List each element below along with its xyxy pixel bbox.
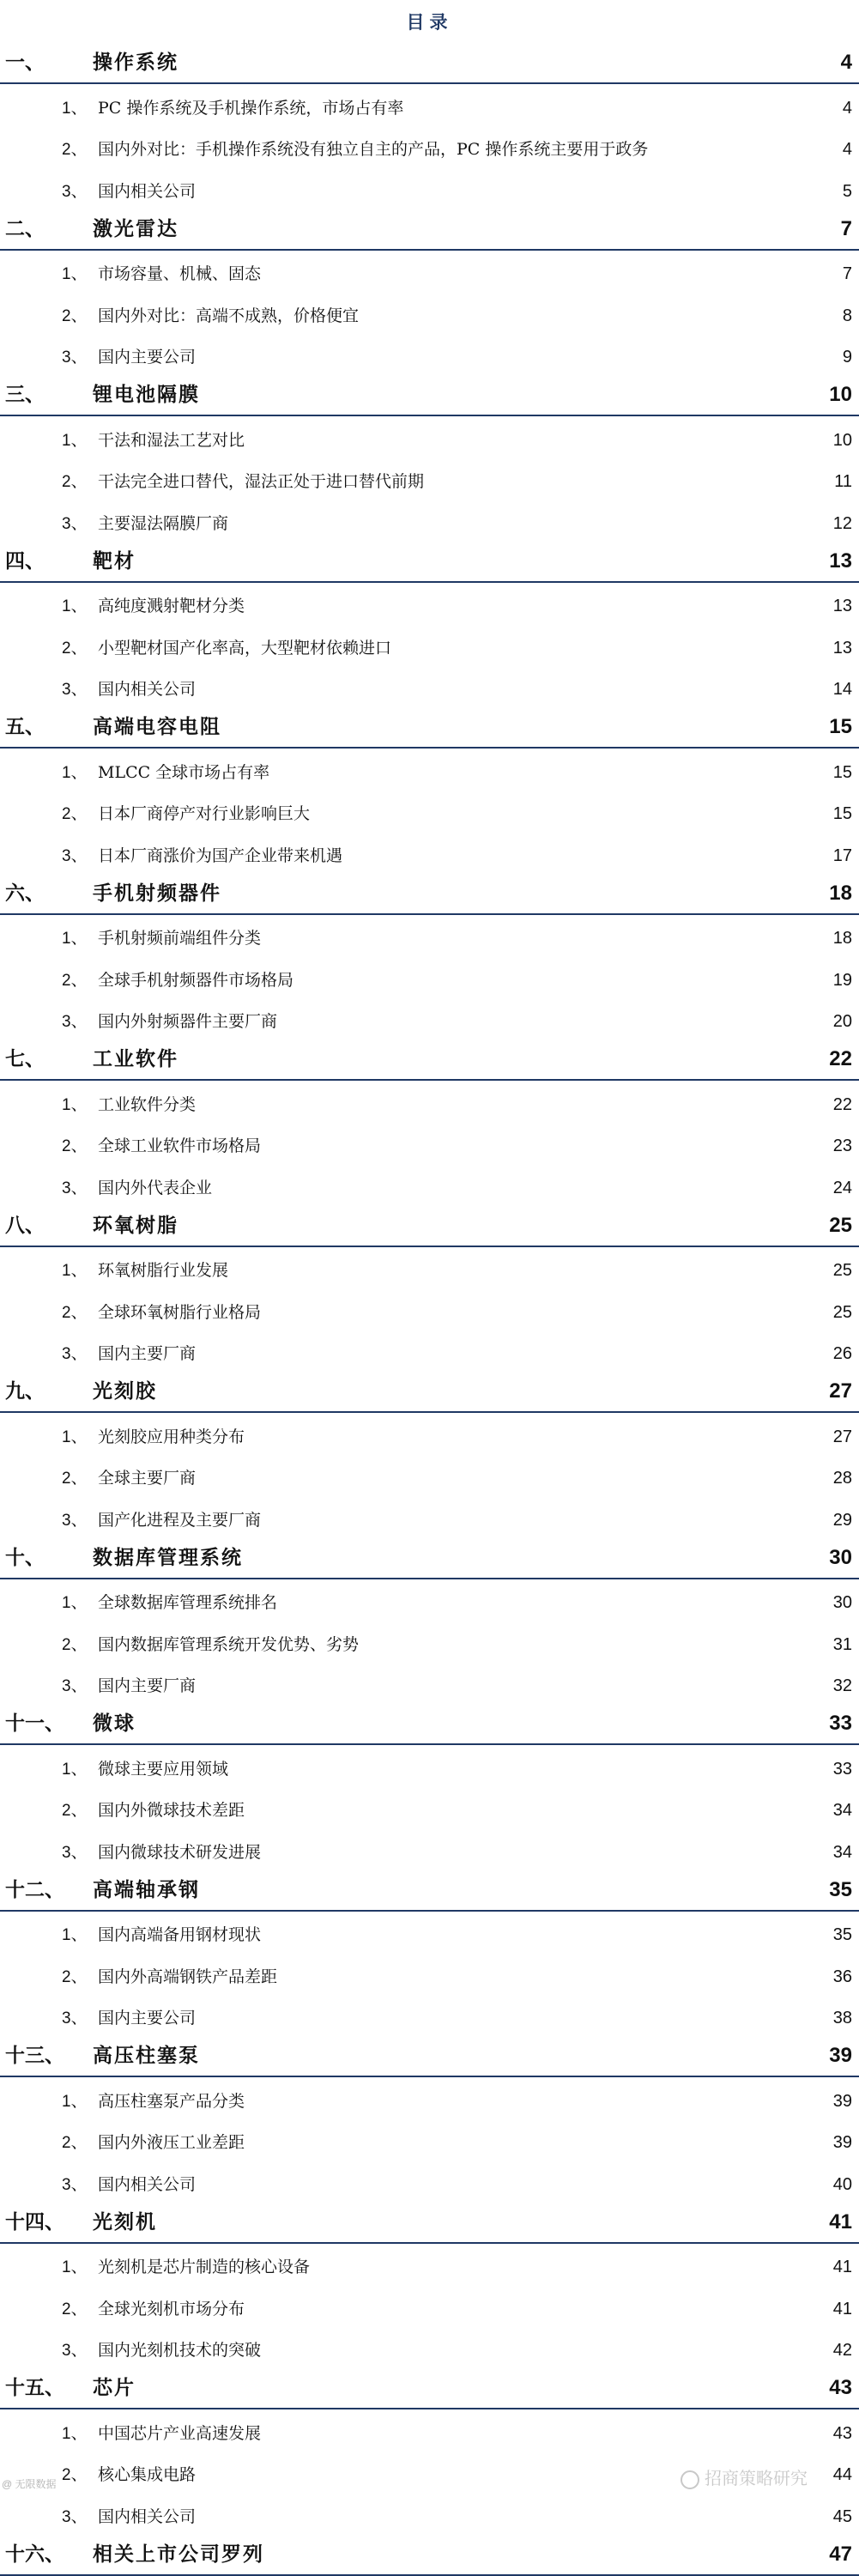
section-title: 环氧树脂 xyxy=(93,1213,178,1237)
subsection-page-number: 4 xyxy=(842,98,852,118)
toc-section xyxy=(0,1372,859,1538)
section-number: 十五、 xyxy=(5,2376,64,2399)
section-number: 十四、 xyxy=(5,2209,64,2234)
subsection-number: 3、 xyxy=(62,2342,88,2360)
toc-subsection[interactable] xyxy=(0,2327,859,2369)
subsection-number: 3、 xyxy=(62,2175,88,2194)
subsection-page-number: 42 xyxy=(832,2341,852,2360)
toc-subsection[interactable] xyxy=(0,1912,859,1954)
subsection-page-number: 22 xyxy=(832,1094,852,1114)
subsection-number: 2、 xyxy=(62,1137,88,1155)
subsection-page-number: 23 xyxy=(832,1136,852,1155)
toc-section-heading[interactable] xyxy=(0,1039,859,1081)
subsection-title: 国内相关公司 xyxy=(98,2174,197,2194)
subsection-page-number: 25 xyxy=(832,1302,852,1322)
subsection-number: 3、 xyxy=(62,846,88,865)
subsection-number: 2、 xyxy=(62,805,88,823)
section-title: 光刻机 xyxy=(93,2209,157,2234)
subsection-title: 全球数据库管理系统排名 xyxy=(98,1593,278,1612)
toc-subsection[interactable] xyxy=(0,2285,859,2327)
subsection-title: 全球工业软件市场格局 xyxy=(98,1136,262,1155)
section-number: 九、 xyxy=(5,1379,45,1403)
section-page-number: 43 xyxy=(829,2376,852,2399)
subsection-number: 2、 xyxy=(62,639,88,658)
subsection-page-number: 17 xyxy=(832,846,852,865)
toc-section xyxy=(0,2368,859,2535)
wechat-icon xyxy=(681,2470,699,2489)
subsection-number: 2、 xyxy=(62,2300,88,2318)
subsection-page-number: 15 xyxy=(832,762,852,782)
section-page-number: 10 xyxy=(829,383,852,406)
toc-subsection[interactable] xyxy=(0,2161,859,2203)
subsection-page-number: 40 xyxy=(832,2174,852,2194)
subsection-number: 3、 xyxy=(62,1511,88,1530)
subsection-title: 干法和湿法工艺对比 xyxy=(98,430,245,450)
subsection-page-number: 41 xyxy=(832,2258,852,2276)
subsection-title: 国内主要厂商 xyxy=(98,1676,197,1695)
section-page-number: 33 xyxy=(829,1712,852,1735)
subsection-title: 国内主要公司 xyxy=(98,2009,197,2027)
section-title: 芯片 xyxy=(93,2376,136,2399)
toc-subsection[interactable] xyxy=(0,251,859,293)
subsection-title: 市场容量、机械、固态 xyxy=(98,264,262,283)
toc-section xyxy=(0,1206,859,1373)
toc-subsection[interactable] xyxy=(0,1663,859,1705)
subsection-page-number: 45 xyxy=(832,2506,852,2526)
subsection-number: 1、 xyxy=(62,99,88,118)
toc-subsection[interactable] xyxy=(0,2409,859,2452)
section-page-number: 39 xyxy=(829,2044,852,2067)
subsection-title: 国内外代表企业 xyxy=(98,1178,213,1197)
subsection-page-number: 34 xyxy=(832,1842,852,1862)
toc-subsection[interactable] xyxy=(0,1953,859,1995)
subsection-number: 1、 xyxy=(62,1926,88,1944)
section-number: 十二、 xyxy=(5,1877,64,1901)
section-page-number: 13 xyxy=(829,549,852,573)
toc-subsection[interactable] xyxy=(0,1330,859,1373)
subsection-page-number: 44 xyxy=(832,2465,852,2484)
subsection-page-number: 25 xyxy=(832,1261,852,1280)
subsection-title: 环氧树脂行业发展 xyxy=(98,1261,229,1280)
subsection-page-number: 35 xyxy=(832,1925,852,1944)
section-number: 十三、 xyxy=(5,2044,64,2067)
subsection-number: 1、 xyxy=(62,1095,88,1114)
subsection-number: 3、 xyxy=(62,349,88,367)
toc-section-heading[interactable] xyxy=(0,1206,859,1247)
subsection-title: 全球环氧树脂行业格局 xyxy=(98,1302,262,1322)
subsection-title: 核心集成电路 xyxy=(98,2465,197,2484)
toc-subsection[interactable] xyxy=(0,915,859,957)
toc-section-heading[interactable] xyxy=(0,1704,859,1745)
subsection-page-number: 20 xyxy=(832,1012,852,1031)
toc-section xyxy=(0,874,859,1040)
subsection-page-number: 5 xyxy=(842,181,852,201)
subsection-number: 2、 xyxy=(62,2466,88,2484)
subsection-title: 国内主要厂商 xyxy=(98,1344,197,1363)
toc-section xyxy=(0,43,859,209)
subsection-title: 国内相关公司 xyxy=(98,680,197,699)
subsection-page-number: 10 xyxy=(832,430,852,450)
subsection-number: 1、 xyxy=(62,930,88,948)
subsection-title: 全球主要厂商 xyxy=(98,1469,197,1488)
section-title: 高端轴承钢 xyxy=(93,1877,200,1901)
toc-subsection[interactable] xyxy=(0,84,859,126)
subsection-number: 1、 xyxy=(62,2258,88,2276)
subsection-page-number: 26 xyxy=(832,1344,852,1363)
subsection-page-number: 33 xyxy=(832,1759,852,1779)
subsection-page-number: 12 xyxy=(832,513,852,533)
section-page-number: 47 xyxy=(829,2542,852,2566)
subsection-page-number: 13 xyxy=(832,638,852,658)
subsection-title: 高纯度溅射靶材分类 xyxy=(98,597,245,615)
section-title: 激光雷达 xyxy=(93,216,178,240)
subsection-title: 国内外射频器件主要厂商 xyxy=(98,1012,278,1031)
subsection-number: 3、 xyxy=(62,1013,88,1031)
subsection-page-number: 8 xyxy=(842,306,852,325)
toc-subsection[interactable] xyxy=(0,1081,859,1123)
subsection-page-number: 15 xyxy=(832,804,852,823)
toc-section-heading[interactable] xyxy=(0,1870,859,1912)
section-title: 靶材 xyxy=(93,549,136,573)
toc-section xyxy=(0,2535,859,2576)
toc-section-heading[interactable] xyxy=(0,43,859,84)
subsection-page-number: 13 xyxy=(832,597,852,615)
subsection-page-number: 14 xyxy=(832,680,852,699)
toc-subsection[interactable] xyxy=(0,416,859,458)
subsection-title: 日本厂商停产对行业影响巨大 xyxy=(98,804,311,823)
section-number: 七、 xyxy=(5,1047,45,1070)
section-title: 操作系统 xyxy=(93,51,178,74)
subsection-title: PC 操作系统及手机操作系统，市场占有率 xyxy=(98,98,404,118)
subsection-title: 国内外液压工业差距 xyxy=(98,2133,245,2152)
subsection-title: 国内外高端钢铁产品差距 xyxy=(98,1967,278,1986)
section-title: 高端电容电阻 xyxy=(93,715,221,738)
subsection-number: 3、 xyxy=(62,514,88,533)
toc-subsection[interactable] xyxy=(0,2493,859,2535)
section-page-number: 30 xyxy=(829,1545,852,1569)
subsection-number: 3、 xyxy=(62,182,88,201)
watermark-right xyxy=(681,2464,808,2489)
subsection-number: 1、 xyxy=(62,265,88,283)
section-number: 一、 xyxy=(5,51,45,74)
subsection-title: 国内外对比：手机操作系统没有独立自主的产品，PC 操作系统主要用于政务 xyxy=(98,140,649,159)
subsection-title: 国内外对比：高端不成熟，价格便宜 xyxy=(98,306,360,325)
subsection-title: 国内高端备用钢材现状 xyxy=(98,1925,262,1944)
toc-subsection[interactable] xyxy=(0,583,859,625)
subsection-title: 干法完全进口替代，湿法正处于进口替代前期 xyxy=(98,472,425,491)
toc-section-heading[interactable] xyxy=(0,542,859,583)
section-title: 相关上市公司罗列 xyxy=(93,2542,264,2566)
subsection-page-number: 29 xyxy=(832,1510,852,1530)
toc-list xyxy=(0,43,859,2576)
toc-section-heading[interactable] xyxy=(0,2036,859,2077)
subsection-title: 国内相关公司 xyxy=(98,2506,197,2526)
subsection-number: 1、 xyxy=(62,1760,88,1779)
subsection-title: 国产化进程及主要厂商 xyxy=(98,1510,262,1530)
subsection-page-number: 36 xyxy=(832,1967,852,1986)
toc-subsection[interactable] xyxy=(0,1413,859,1455)
subsection-title: 微球主要应用领域 xyxy=(98,1759,229,1779)
subsection-number: 3、 xyxy=(62,681,88,699)
toc-subsection[interactable] xyxy=(0,1621,859,1663)
subsection-number: 3、 xyxy=(62,2009,88,2027)
subsection-number: 2、 xyxy=(62,971,88,990)
toc-subsection[interactable] xyxy=(0,292,859,334)
section-number: 五、 xyxy=(5,715,45,738)
subsection-number: 2、 xyxy=(62,2134,88,2152)
toc-section-heading[interactable] xyxy=(0,375,859,416)
toc-subsection[interactable] xyxy=(0,1496,859,1538)
toc-subsection[interactable] xyxy=(0,1579,859,1621)
toc-subsection[interactable] xyxy=(0,1995,859,2037)
toc-subsection[interactable] xyxy=(0,624,859,666)
subsection-title: MLCC 全球市场占有率 xyxy=(98,762,270,782)
toc-subsection[interactable] xyxy=(0,1745,859,1787)
toc-section xyxy=(0,707,859,874)
toc-section xyxy=(0,209,859,376)
subsection-title: 中国芯片产业高速发展 xyxy=(98,2423,262,2443)
subsection-number: 3、 xyxy=(62,1843,88,1862)
toc-section xyxy=(0,2036,859,2203)
subsection-page-number: 39 xyxy=(832,2133,852,2152)
subsection-number: 2、 xyxy=(62,1303,88,1322)
section-title: 手机射频器件 xyxy=(93,881,221,905)
toc-title: 目录 xyxy=(406,11,453,33)
toc-section xyxy=(0,2203,859,2369)
subsection-page-number: 34 xyxy=(832,1801,852,1820)
subsection-number: 2、 xyxy=(62,306,88,325)
subsection-title: 工业软件分类 xyxy=(98,1094,197,1114)
toc-section-heading[interactable] xyxy=(0,707,859,749)
section-title: 高压柱塞泵 xyxy=(93,2044,200,2067)
toc-subsection[interactable] xyxy=(0,1828,859,1870)
section-number: 三、 xyxy=(5,383,45,406)
toc-section xyxy=(0,1704,859,1870)
toc-subsection[interactable] xyxy=(0,167,859,209)
subsection-title: 全球光刻机市场分布 xyxy=(98,2299,245,2318)
toc-subsection[interactable] xyxy=(0,458,859,500)
toc-section-heading[interactable] xyxy=(0,2535,859,2576)
subsection-page-number: 9 xyxy=(842,348,852,367)
section-page-number: 7 xyxy=(840,216,852,240)
subsection-number: 2、 xyxy=(62,473,88,491)
toc-subsection[interactable] xyxy=(0,956,859,998)
subsection-number: 1、 xyxy=(62,763,88,782)
section-page-number: 18 xyxy=(829,881,852,905)
subsection-number: 3、 xyxy=(62,1179,88,1197)
toc-section-heading[interactable] xyxy=(0,874,859,915)
subsection-page-number: 31 xyxy=(832,1634,852,1654)
subsection-title: 国内微球技术研发进展 xyxy=(98,1842,262,1862)
toc-section-heading[interactable] xyxy=(0,2368,859,2409)
subsection-title: 国内相关公司 xyxy=(98,181,197,201)
subsection-number: 2、 xyxy=(62,1470,88,1488)
toc-subsection[interactable] xyxy=(0,832,859,874)
toc-subsection[interactable] xyxy=(0,2077,859,2119)
subsection-number: 3、 xyxy=(62,1677,88,1695)
subsection-number: 1、 xyxy=(62,597,88,615)
subsection-page-number: 7 xyxy=(842,264,852,283)
subsection-page-number: 4 xyxy=(842,140,852,159)
toc-section xyxy=(0,375,859,542)
section-number: 八、 xyxy=(5,1213,45,1237)
toc-section-heading[interactable] xyxy=(0,1372,859,1413)
subsection-page-number: 39 xyxy=(832,2091,852,2111)
toc-section-heading[interactable] xyxy=(0,2203,859,2244)
section-page-number: 41 xyxy=(829,2209,852,2234)
subsection-title: 全球手机射频器件市场格局 xyxy=(98,970,294,990)
subsection-number: 1、 xyxy=(62,1262,88,1280)
subsection-title: 主要湿法隔膜厂商 xyxy=(98,513,229,533)
subsection-page-number: 38 xyxy=(832,2009,852,2027)
toc-subsection[interactable] xyxy=(0,500,859,542)
section-title: 光刻胶 xyxy=(93,1379,157,1403)
toc-subsection[interactable] xyxy=(0,2119,859,2161)
toc-section xyxy=(0,1039,859,1206)
toc-subsection[interactable] xyxy=(0,126,859,168)
section-number: 六、 xyxy=(5,881,45,905)
subsection-title: 国内光刻机技术的突破 xyxy=(98,2341,262,2360)
subsection-title: 光刻胶应用种类分布 xyxy=(98,1427,245,1446)
section-page-number: 4 xyxy=(840,51,852,74)
section-title: 锂电池隔膜 xyxy=(93,383,200,406)
subsection-number: 1、 xyxy=(62,2092,88,2111)
subsection-title: 国内外微球技术差距 xyxy=(98,1801,245,1820)
section-number: 十六、 xyxy=(5,2542,64,2566)
subsection-title: 国内主要公司 xyxy=(98,348,197,367)
toc-subsection[interactable] xyxy=(0,749,859,791)
subsection-page-number: 18 xyxy=(832,929,852,948)
subsection-number: 2、 xyxy=(62,1635,88,1654)
subsection-number: 2、 xyxy=(62,141,88,159)
toc-subsection[interactable] xyxy=(0,1164,859,1206)
subsection-number: 1、 xyxy=(62,2424,88,2443)
toc-subsection[interactable] xyxy=(0,666,859,708)
toc-subsection[interactable] xyxy=(0,1455,859,1497)
section-number: 十、 xyxy=(5,1545,45,1569)
subsection-number: 2、 xyxy=(62,1802,88,1820)
toc-subsection[interactable] xyxy=(0,1123,859,1165)
section-page-number: 15 xyxy=(829,715,852,738)
subsection-page-number: 19 xyxy=(832,970,852,990)
toc-subsection[interactable] xyxy=(0,1247,859,1289)
subsection-page-number: 28 xyxy=(832,1469,852,1488)
section-number: 二、 xyxy=(5,216,45,240)
subsection-title: 手机射频前端组件分类 xyxy=(98,929,262,948)
section-page-number: 35 xyxy=(829,1877,852,1901)
watermark-right-text: 招商策略研究 xyxy=(705,2468,808,2488)
toc-subsection[interactable] xyxy=(0,791,859,833)
subsection-title: 国内数据库管理系统开发优势、劣势 xyxy=(98,1634,360,1654)
section-number: 四、 xyxy=(5,549,45,573)
subsection-number: 1、 xyxy=(62,431,88,450)
toc-subsection[interactable] xyxy=(0,1787,859,1829)
subsection-title: 日本厂商涨价为国产企业带来机遇 xyxy=(98,846,343,865)
subsection-page-number: 27 xyxy=(832,1427,852,1446)
section-title: 微球 xyxy=(93,1712,136,1735)
section-page-number: 25 xyxy=(829,1213,852,1237)
subsection-number: 3、 xyxy=(62,2507,88,2526)
toc-subsection[interactable] xyxy=(0,1288,859,1330)
subsection-page-number: 11 xyxy=(834,472,852,491)
toc-subsection[interactable] xyxy=(0,334,859,376)
section-title: 工业软件 xyxy=(93,1047,178,1070)
toc-section xyxy=(0,542,859,708)
subsection-title: 高压柱塞泵产品分类 xyxy=(98,2091,245,2111)
toc-section xyxy=(0,1538,859,1705)
toc-subsection[interactable] xyxy=(0,2244,859,2286)
watermark-left: @ 无限数据 xyxy=(2,2478,57,2490)
section-page-number: 22 xyxy=(829,1047,852,1070)
subsection-page-number: 41 xyxy=(832,2299,852,2318)
toc-section xyxy=(0,1870,859,2037)
section-number: 十一、 xyxy=(5,1712,64,1735)
subsection-number: 1、 xyxy=(62,1427,88,1446)
subsection-number: 2、 xyxy=(62,1967,88,1986)
subsection-page-number: 24 xyxy=(832,1178,852,1197)
subsection-page-number: 32 xyxy=(832,1676,852,1695)
toc-section-heading[interactable] xyxy=(0,1538,859,1579)
section-page-number: 27 xyxy=(829,1379,852,1403)
subsection-page-number: 43 xyxy=(832,2423,852,2443)
subsection-number: 3、 xyxy=(62,1345,88,1363)
toc-section-heading[interactable] xyxy=(0,209,859,251)
subsection-title: 小型靶材国产化率高，大型靶材依赖进口 xyxy=(98,638,392,658)
toc-subsection[interactable] xyxy=(0,998,859,1040)
subsection-title: 光刻机是芯片制造的核心设备 xyxy=(98,2258,311,2276)
section-title: 数据库管理系统 xyxy=(93,1545,243,1569)
subsection-page-number: 30 xyxy=(832,1593,852,1612)
subsection-number: 1、 xyxy=(62,1594,88,1612)
